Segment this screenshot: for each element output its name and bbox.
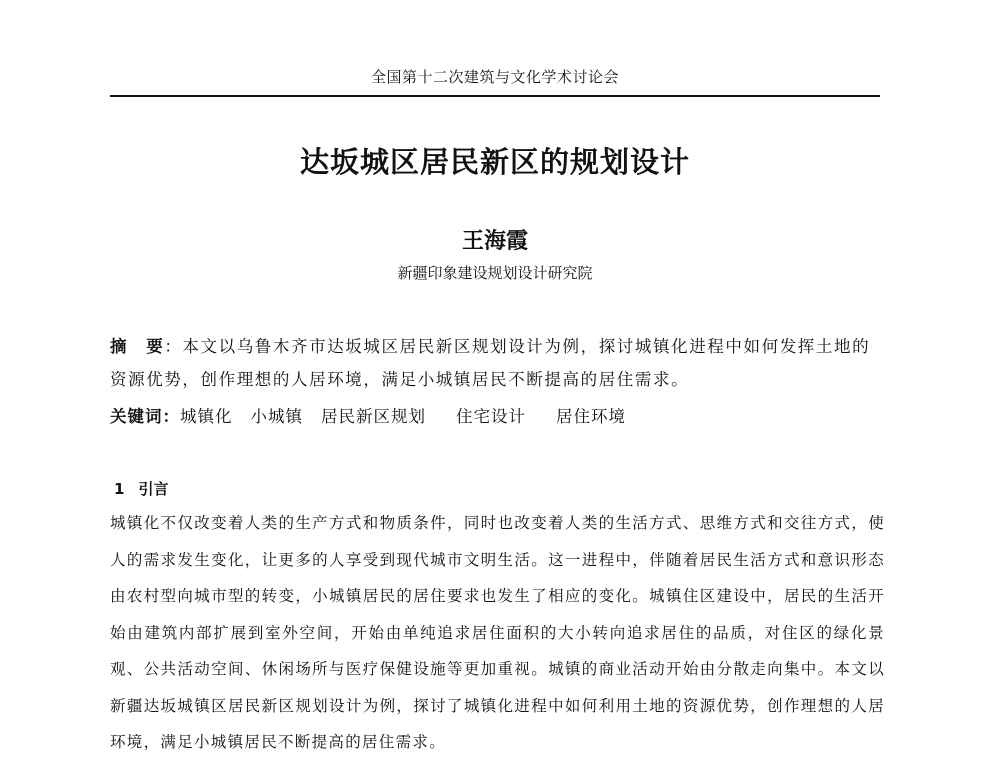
keyword-item: 住宅设计	[456, 407, 526, 426]
section-title: 引言	[138, 480, 169, 498]
abstract-text: ：本文以乌鲁木齐市达坂城区居民新区规划设计为例，探讨城镇化进程中如何发挥土地的资源优势，创作理想的人居环境，满足小城镇居民不断提高的居住需求。	[110, 337, 871, 389]
keywords-label: 关键词	[110, 407, 163, 426]
keyword-item: 居民新区规划	[321, 407, 426, 426]
abstract-label: 摘 要	[110, 337, 165, 356]
keyword-item: 小城镇	[250, 407, 303, 426]
keywords-colon: ：	[162, 407, 180, 426]
author-affiliation: 新疆印象建设规划设计研究院	[397, 264, 593, 282]
abstract	[110, 330, 885, 396]
paper-title: 达坂城区居民新区的规划设计	[299, 145, 690, 179]
keywords	[110, 400, 885, 433]
keyword-item: 城镇化	[180, 407, 233, 426]
running-header: 全国第十二次建筑与文化学术讨论会	[370, 68, 619, 86]
paper-author: 王海霞	[461, 229, 528, 254]
section-body: 城镇化不仅改变着人类的生产方式和物质条件，同时也改变着人类的生活方式、思维方式和交往方式，使人的需求发生变化，让更多的人享受到现代城市文明生活。这一进程中，伴随着居民生活方式和意识形态由农村型向城市型的转变，小城镇居民的居住要求也发生了相应的变化。城镇住区建设中，居民的生活开始由建筑内部扩展到室外空间，开始由单纯追求居住面积的大小转向追求居住的品质，对住区的绿化景观、公共活动空间、休闲场所与医疗保健设施等更加重视。城镇的商业活动开始由分散走向集中。本文以新疆达坂城镇区居民新区规划设计为例，探讨了城镇化进程中如何利用土地的资源优势，创作理想的人居环境，满足小城镇居民不断提高的居住需求。	[110, 514, 885, 751]
section-number: 1	[114, 480, 125, 498]
header-rule	[110, 95, 880, 97]
section-heading	[114, 478, 168, 499]
keyword-item: 居住环境	[556, 407, 626, 426]
